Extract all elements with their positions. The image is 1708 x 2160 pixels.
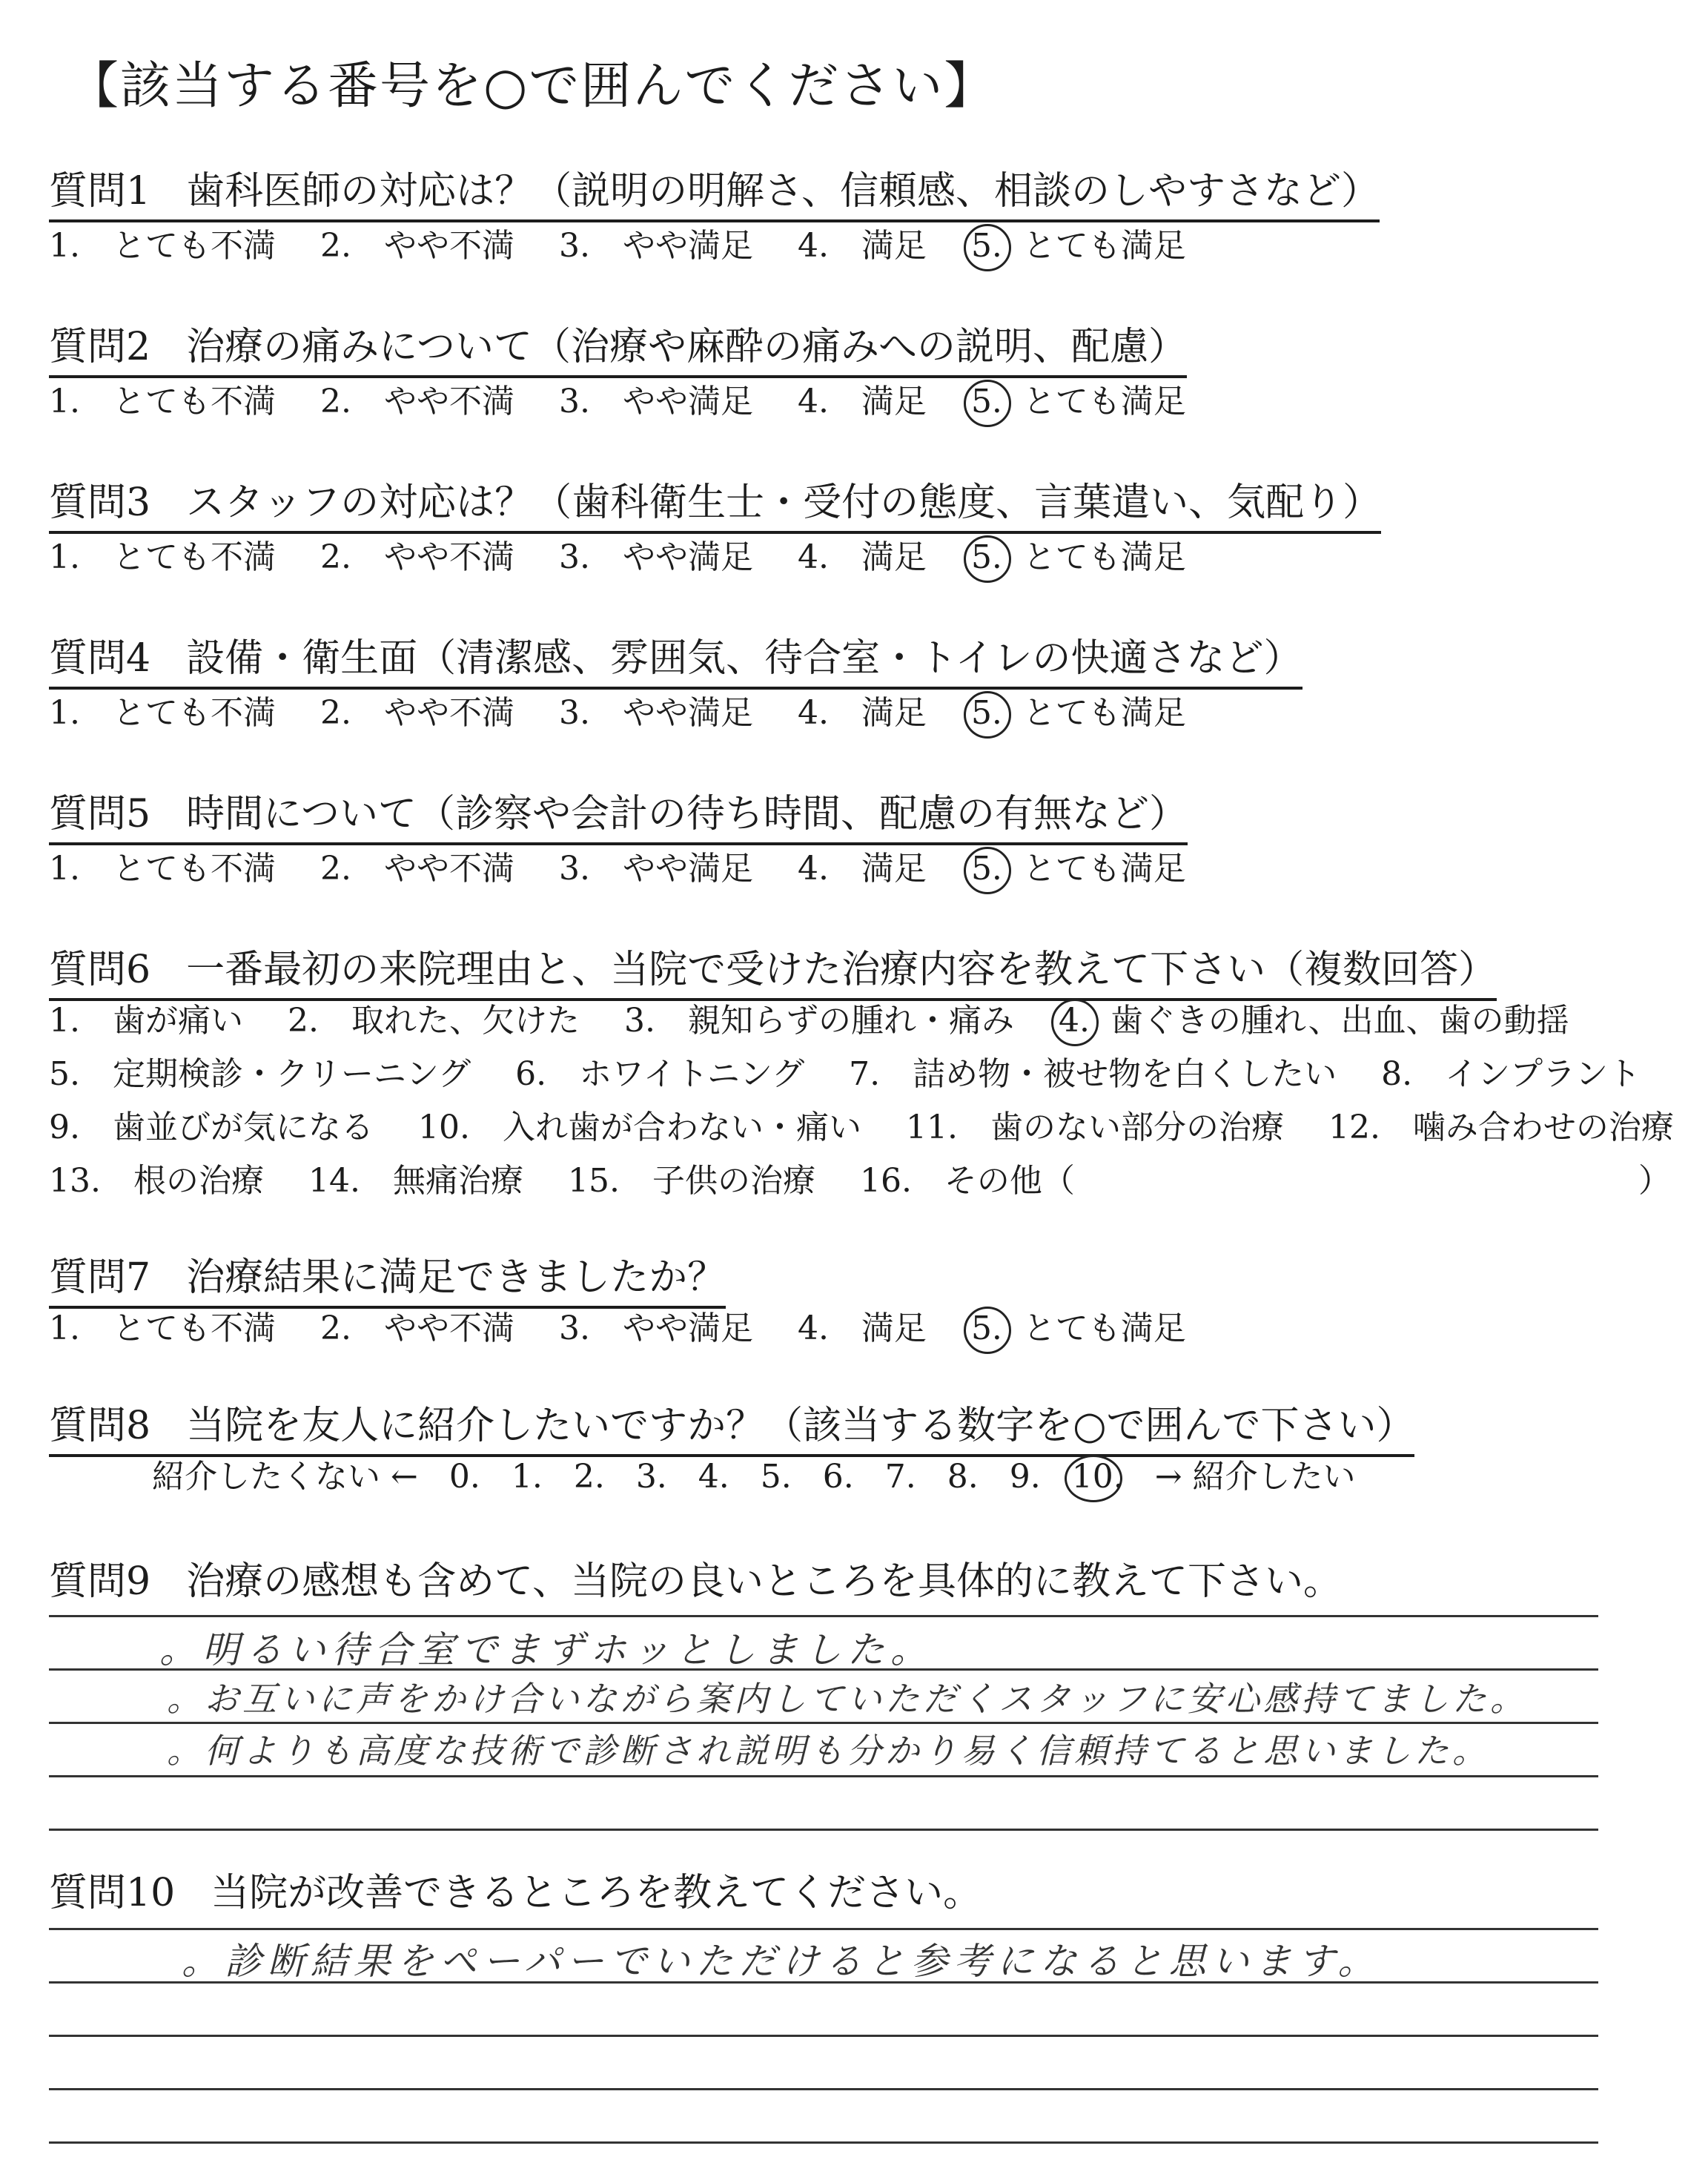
question-number: 質問3 [49,480,151,525]
answer-line [49,2035,1598,2037]
scale-9[interactable]: 9. [1009,1458,1041,1496]
option-5-label: とても満足 [1022,694,1186,732]
q6-option-11[interactable]: 11. 歯のない部分の治療 [905,1109,1284,1146]
handwritten-answer-3: 。何よりも高度な技術で診断され説明も分かり易く信頼持てると思いました。 [167,1731,1490,1771]
option-4[interactable]: 4. 満足 [797,694,927,732]
question-6-row-3 [49,1100,1708,1148]
option-5-circled[interactable]: 5. [970,538,1002,576]
option-1[interactable]: 1. とても不満 [49,850,276,888]
question-text: 治療の感想も含めて、当院の良いところを具体的に教えて下さい。 [186,1559,1343,1604]
answer-line [49,2088,1598,2090]
option-5-circled[interactable]: 5. [970,383,1002,420]
option-5-label: とても満足 [1022,850,1186,888]
option-4[interactable]: 4. 満足 [797,227,927,265]
question-3-options [49,530,1231,578]
q6-option-4-circled[interactable]: 4. [1058,1002,1090,1040]
question-6-heading [49,938,1497,1001]
question-text: 歯科医師の対応は？（説明の明解さ、信頼感、相談のしやすさなど） [186,169,1380,214]
scale-4[interactable]: 4. [698,1458,729,1496]
question-number: 質問5 [49,792,151,836]
option-3[interactable]: 3. やや満足 [558,383,753,420]
q6-option-1[interactable]: 1. 歯が痛い [49,1002,243,1040]
question-number: 質問7 [49,1255,151,1300]
option-5-circled[interactable]: 5. [970,227,1002,265]
question-number: 質問2 [49,325,151,369]
recommend-scale [152,1450,1387,1497]
question-8-heading [49,1394,1414,1457]
question-7-options [49,1301,1231,1349]
option-5-circled[interactable]: 5. [970,1309,1002,1347]
q6-option-7[interactable]: 7. 詰め物・被せ物を白くしたい [849,1055,1337,1093]
scale-2[interactable]: 2. [573,1458,605,1496]
option-5-label: とても満足 [1022,383,1186,420]
scale-3[interactable]: 3. [635,1458,667,1496]
option-4[interactable]: 4. 満足 [797,850,927,888]
option-3[interactable]: 3. やや満足 [558,538,753,576]
scale-0[interactable]: 0. [448,1458,480,1496]
option-3[interactable]: 3. やや満足 [558,1309,753,1347]
scale-5[interactable]: 5. [760,1458,792,1496]
question-number: 質問6 [49,948,151,992]
q6-option-16-close: ） [1638,1162,1671,1200]
option-2[interactable]: 2. やや不満 [320,383,514,420]
answer-line [49,1829,1598,1831]
question-2-heading [49,315,1187,378]
option-1[interactable]: 1. とても不満 [49,538,276,576]
question-7-heading [49,1246,726,1309]
page-title: 【該当する番号を○で囲んでください】 [68,57,996,116]
option-2[interactable]: 2. やや不満 [320,694,514,732]
option-1[interactable]: 1. とても不満 [49,383,276,420]
question-10-heading [49,1861,982,1921]
answer-line [49,2141,1598,2144]
q6-option-5[interactable]: 5. 定期検診・クリーニング [49,1055,471,1093]
question-5-options [49,842,1231,889]
q6-option-16[interactable]: 16. その他（ [859,1162,1075,1200]
q6-option-14[interactable]: 14. 無痛治療 [308,1162,523,1200]
question-6-row-4 [49,1154,1708,1201]
option-2[interactable]: 2. やや不満 [320,1309,514,1347]
option-5-circled[interactable]: 5. [970,694,1002,732]
question-4-heading [49,627,1302,690]
q6-option-15[interactable]: 15. 子供の治療 [567,1162,815,1200]
q6-option-10[interactable]: 10. 入れ歯が合わない・痛い [417,1109,861,1146]
question-number: 質問8 [49,1404,151,1448]
question-text: 治療結果に満足できましたか？ [186,1255,726,1300]
question-6-row-1 [49,994,1614,1041]
question-3-heading [49,471,1381,534]
option-3[interactable]: 3. やや満足 [558,227,753,265]
question-text: 一番最初の来院理由と、当院で受けた治療内容を教えて下さい（複数回答） [186,948,1497,992]
q6-option-13[interactable]: 13. 根の治療 [49,1162,264,1200]
option-1[interactable]: 1. とても不満 [49,227,276,265]
scale-10-circled[interactable]: 10. [1071,1458,1124,1496]
scale-8[interactable]: 8. [947,1458,979,1496]
q6-option-12[interactable]: 12. 噛み合わせの治療 [1328,1109,1674,1146]
question-text: 設備・衛生面（清潔感、雰囲気、待合室・トイレの快適さなど） [186,636,1302,681]
question-number: 質問9 [49,1559,151,1604]
option-4[interactable]: 4. 満足 [797,383,927,420]
scale-6[interactable]: 6. [822,1458,854,1496]
option-3[interactable]: 3. やや満足 [558,694,753,732]
handwritten-answer-q10: 。診断結果をペーパーでいただけると参考になると思います。 [182,1940,1381,1983]
question-6-row-2 [49,1047,1685,1094]
question-1-options [49,219,1231,266]
answer-line [49,1928,1598,1930]
option-4[interactable]: 4. 満足 [797,1309,927,1347]
q6-option-8[interactable]: 8. インプラント [1381,1055,1641,1093]
question-4-options [49,686,1231,733]
answer-line [49,1981,1598,1984]
question-9-heading [49,1550,1342,1610]
option-2[interactable]: 2. やや不満 [320,227,514,265]
option-3[interactable]: 3. やや満足 [558,850,753,888]
scale-left-label: 紹介したくない ← [152,1458,418,1496]
answer-line [49,1615,1598,1617]
question-1-heading [49,159,1380,222]
option-4[interactable]: 4. 満足 [797,538,927,576]
question-5-heading [49,782,1188,845]
option-2[interactable]: 2. やや不満 [320,538,514,576]
option-5-circled[interactable]: 5. [970,850,1002,888]
handwritten-answer-1: 。明るい待合室でまずホッとしました。 [159,1628,933,1671]
q6-option-6[interactable]: 6. ホワイトニング [515,1055,805,1093]
answer-line [49,1775,1598,1777]
option-1[interactable]: 1. とても不満 [49,694,276,732]
option-5-label: とても満足 [1022,538,1186,576]
scale-7[interactable]: 7. [884,1458,916,1496]
q6-option-4-label: 歯ぐきの腫れ、出血、歯の動揺 [1110,1002,1569,1040]
option-2[interactable]: 2. やや不満 [320,850,514,888]
question-2-options [49,374,1231,422]
question-number: 質問10 [49,1871,176,1915]
handwritten-answer-2: 。お互いに声をかけ合いながら案内していただくスタッフに安心感持てました。 [167,1679,1528,1719]
question-text: 治療の痛みについて（治療や麻酔の痛みへの説明、配慮） [186,325,1188,369]
q6-option-9[interactable]: 9. 歯並びが気になる [49,1109,374,1146]
question-number: 質問4 [49,636,151,681]
answer-line [49,1668,1598,1671]
option-1[interactable]: 1. とても不満 [49,1309,276,1347]
scale-right-label: → 紹介したい [1154,1458,1356,1496]
scale-1[interactable]: 1. [511,1458,543,1496]
question-text: 時間について（診察や会計の待ち時間、配慮の有無など） [186,792,1188,836]
option-5-label: とても満足 [1022,1309,1186,1347]
q6-option-2[interactable]: 2. 取れた、欠けた [287,1002,580,1040]
question-text: スタッフの対応は？（歯科衛生士・受付の態度、言葉遣い、気配り） [186,480,1382,525]
question-number: 質問1 [49,169,151,214]
q6-option-3[interactable]: 3. 親知らずの腫れ・痛み [623,1002,1014,1040]
question-text: 当院を友人に紹介したいですか？（該当する数字を○で囲んで下さい） [186,1404,1415,1448]
question-text: 当院が改善できるところを教えてください。 [211,1871,982,1915]
option-5-label: とても満足 [1022,227,1186,265]
